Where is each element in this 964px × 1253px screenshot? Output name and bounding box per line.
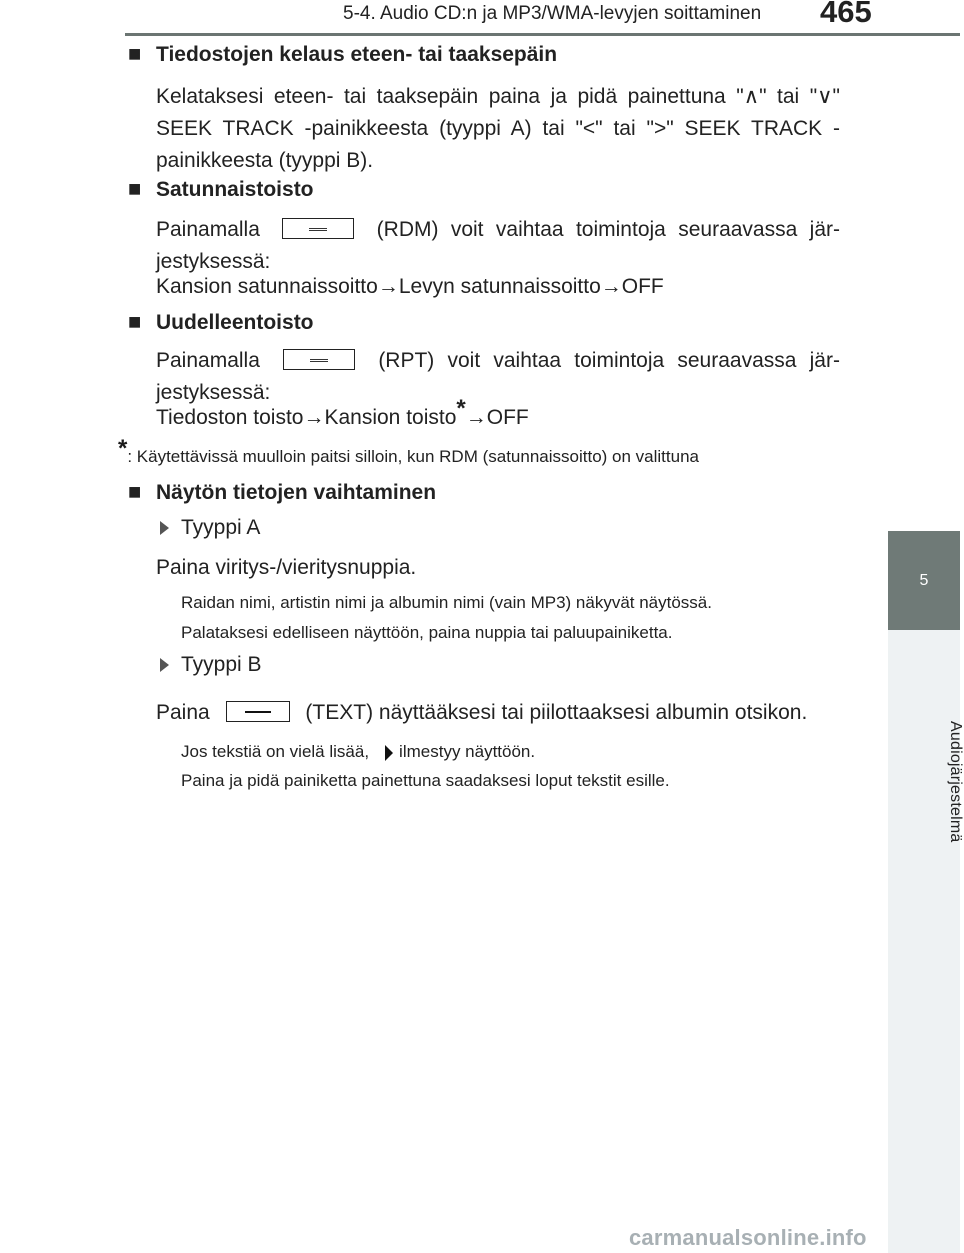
footnote-star: * [118, 435, 128, 462]
repeat-sequence-end: →OFF [465, 406, 529, 429]
random-sequence: Kansion satunnaissoitto→Levyn satunnaissoitto→OFF [156, 275, 664, 298]
chapter-label: Audiojärjestelmä [947, 721, 964, 843]
random-heading: Satunnaistoisto [156, 178, 314, 201]
type-b-note-1-before: Jos tekstiä on vielä lisää, [181, 742, 370, 761]
display-heading: Näytön tietojen vaihtaminen [156, 481, 437, 504]
random-after: (RDM) voit vaihtaa toimintoja seuraavassa jär-jestyksessä: [156, 218, 840, 273]
type-a-instruction: Paina viritys-/vieritysnuppia. [156, 556, 417, 579]
type-b-note-2: Paina ja pidä painiketta painettuna saadaksesi loput tekstit esille. [181, 771, 670, 790]
type-b-note-1 [181, 742, 535, 762]
type-b-instruction [156, 697, 807, 729]
type-a-arrow-icon [160, 521, 169, 535]
page-number: 465 [820, 0, 872, 29]
section-bullet: ■ [128, 41, 142, 66]
footnote-text: : Käytettävissä muulloin paitsi silloin, kun RDM (satunnaissoitto) on valittuna [127, 447, 699, 466]
type-a-note-1: Raidan nimi, artistin nimi ja albumin nimi (vain MP3) näkyvät näytössä. [181, 593, 712, 612]
page-header [0, 0, 960, 36]
type-a-note-2: Palataksesi edelliseen näyttöön, paina nuppia tai paluupainiketta. [181, 623, 673, 642]
watermark: carmanualsonline.info [629, 1225, 867, 1250]
footnote [118, 435, 699, 467]
type-a-label: Tyyppi A [181, 516, 261, 539]
text-button-icon [226, 701, 290, 722]
footnote-marker: * [456, 395, 466, 422]
repeat-sequence [156, 395, 529, 434]
rpt-button-icon [283, 349, 355, 370]
type-b-after: (TEXT) näyttääksesi tai piilottaaksesi albumin otsikon. [305, 701, 808, 724]
more-text-indicator-icon [385, 745, 393, 761]
random-before: Painamalla [156, 218, 260, 241]
repeat-sequence-start: Tiedoston toisto→Kansion toisto [156, 406, 457, 429]
type-b-arrow-icon [160, 658, 169, 672]
repeat-before: Painamalla [156, 349, 260, 372]
rewind-heading: Tiedostojen kelaus eteen- tai taaksepäin [156, 43, 558, 66]
section-title: 5-4. Audio CD:n ja MP3/WMA-levyjen soittaminen [343, 3, 762, 24]
section-bullet: ■ [128, 176, 142, 201]
chapter-tab [888, 531, 960, 630]
repeat-text [156, 345, 840, 409]
type-b-note-1-after: ilmestyy näyttöön. [399, 742, 536, 761]
repeat-heading: Uudelleentoisto [156, 311, 314, 334]
section-bullet: ■ [128, 479, 142, 504]
random-text [156, 214, 840, 278]
rewind-text: Kelataksesi eteen- tai taaksepäin paina ja pidä painettuna "∧" tai "∨" SEEK TRACK -painikkeesta (tyyppi A) tai "<" tai ">" SEEK TRACK -painikkeesta (tyyppi B). [156, 85, 840, 172]
chapter-number: 5 [919, 572, 929, 589]
type-b-before: Paina [156, 701, 210, 724]
type-b-label: Tyyppi B [181, 653, 262, 676]
rdm-button-icon [282, 218, 354, 239]
section-bullet: ■ [128, 309, 142, 334]
header-rule [125, 33, 960, 36]
repeat-after: (RPT) voit vaihtaa toimintoja seuraavassa jär-jestyksessä: [156, 349, 840, 404]
